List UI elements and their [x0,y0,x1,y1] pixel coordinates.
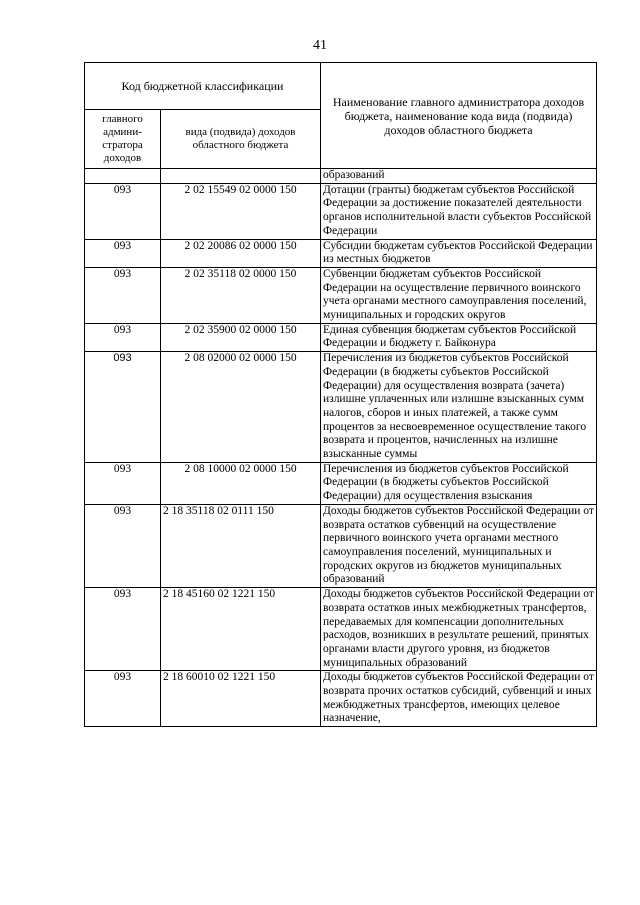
admin-code-cell: 093 [85,239,161,267]
income-code-cell [161,169,321,184]
admin-code-cell [85,169,161,184]
income-code-cell: 2 08 02000 02 0000 150 [161,352,321,463]
income-description-cell: Субсидии бюджетам субъектов Российской Федерации из местных бюджетов [321,239,597,267]
admin-code-cell: 093 [85,352,161,463]
page-number: 41 [313,38,327,53]
income-description-cell: Единая субвенция бюджетам субъектов Российской Федерации и бюджету г. Байконура [321,323,597,351]
table-row [85,462,597,504]
table-row [85,588,597,671]
admin-code-cell: 093 [85,588,161,671]
header-group-title: Код бюджетной классификации [85,63,321,110]
income-description-cell: Доходы бюджетов субъектов Российской Федерации от возврата прочих остатков субсидий, субвенций и иных межбюджетных трансфертов, имеющих целевое назначение, [321,671,597,727]
income-code-cell: 2 02 20086 02 0000 150 [161,239,321,267]
header-code-column: вида (подвида) доходов областного бюджета [161,110,321,169]
admin-code-cell: 093 [85,183,161,239]
income-code-cell: 2 02 35900 02 0000 150 [161,323,321,351]
admin-code-cell: 093 [85,671,161,727]
table-row [85,169,597,184]
table-row [85,239,597,267]
header-admin-column: главного админи-стратора доходов [85,110,161,169]
income-description-cell: Дотации (гранты) бюджетам субъектов Российской Федерации за достижение показателей деятельности органов исполнительной власти субъектов Российской Федерации [321,183,597,239]
income-description-cell: Перечисления из бюджетов субъектов Российской Федерации (в бюджеты субъектов Российской Федерации) для осуществления взыскания [321,462,597,504]
income-description-cell: образований [321,169,597,184]
table-header-row [85,63,597,110]
admin-code-cell: 093 [85,462,161,504]
income-description-cell: Перечисления из бюджетов субъектов Российской Федерации (в бюджеты субъектов Российской Федерации) для осуществления возврата (зачета) излишне уплаченных или излишне взысканных сумм налогов, сборов и иных платежей, а также сумм процентов за несвоевременное осуществление такого возврата и процентов, начисленных на излишне взысканные суммы [321,352,597,463]
income-code-cell: 2 18 60010 02 1221 150 [161,671,321,727]
income-code-cell: 2 08 10000 02 0000 150 [161,462,321,504]
income-description-cell: Доходы бюджетов субъектов Российской Федерации от возврата остатков иных межбюджетных трансфертов, передаваемых для компенсации дополнительных расходов, возникших в результате решений, принятых органами власти другого уровня, из бюджетов муниципальных образований [321,588,597,671]
income-code-cell: 2 18 35118 02 0111 150 [161,504,321,587]
table-row [85,504,597,587]
table-row [85,267,597,323]
budget-classification-table [84,62,597,727]
table-row [85,183,597,239]
admin-code-cell: 093 [85,323,161,351]
admin-code-cell: 093 [85,267,161,323]
income-description-cell: Доходы бюджетов субъектов Российской Федерации от возврата остатков субвенций на осуществление первичного воинского учета органами местного самоуправления поселений, муниципальных и городских округов из бюджетов муниципальных образований [321,504,597,587]
header-name-column: Наименование главного администратора доходов бюджета, наименование кода вида (подвида) доходов областного бюджета [321,63,597,169]
table-row [85,671,597,727]
income-code-cell: 2 02 35118 02 0000 150 [161,267,321,323]
table-row [85,323,597,351]
admin-code-cell: 093 [85,504,161,587]
table-row [85,352,597,463]
income-description-cell: Субвенции бюджетам субъектов Российской Федерации на осуществление первичного воинского учета органами местного самоуправления поселений, муниципальных и городских округов [321,267,597,323]
income-code-cell: 2 18 45160 02 1221 150 [161,588,321,671]
income-code-cell: 2 02 15549 02 0000 150 [161,183,321,239]
